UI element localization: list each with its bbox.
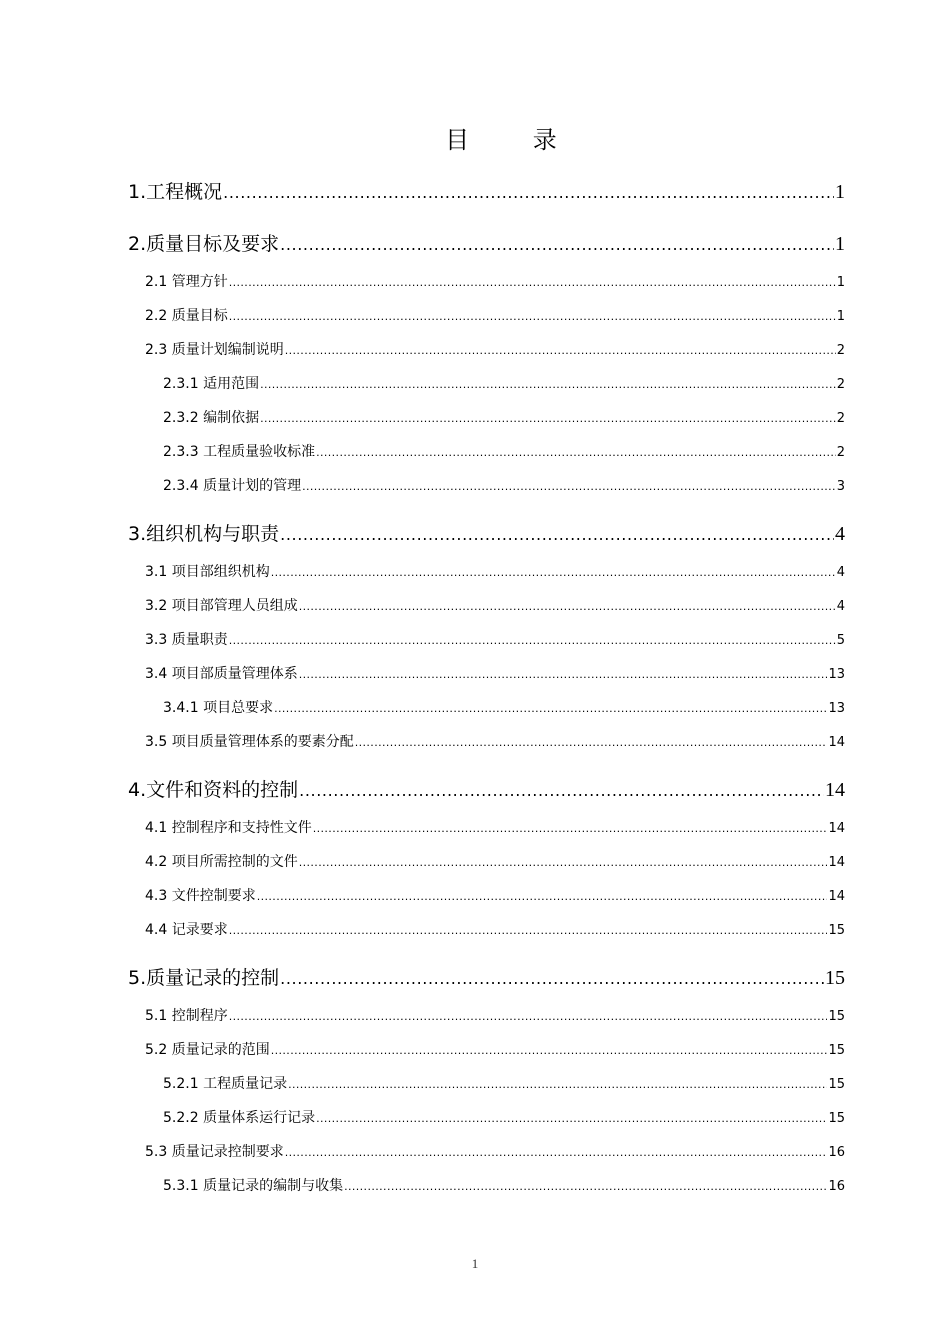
toc-entry-label: 2.3.4 质量计划的管理 [163,478,302,494]
toc-entry-page: 16 [828,1179,845,1194]
toc-entry[interactable] [145,562,845,582]
toc-entry-page: 15 [828,1009,845,1024]
toc-entry-page: 4 [836,599,845,614]
toc-entry-page: 4 [836,565,845,580]
toc-entry[interactable] [128,777,845,803]
toc-entry-page: 14 [825,779,845,801]
toc-entry[interactable] [145,340,845,360]
toc-leader-dots [271,563,836,583]
toc-entry-page: 4 [835,523,845,545]
toc-entry-page: 1 [835,233,845,255]
toc-leader-dots [302,477,836,497]
toc-entry-label: 3.4.1 项目总要求 [163,700,274,716]
toc-entry-label: 5.2.2 质量体系运行记录 [163,1110,316,1126]
toc-entry-label: 3.组织机构与职责 [128,523,280,545]
toc-entry-label: 1.工程概况 [128,181,223,203]
toc-entry[interactable] [163,1176,845,1196]
toc-entry[interactable] [128,965,845,991]
toc-entry-page: 1 [836,275,845,290]
toc-leader-dots [299,597,836,617]
toc-entry[interactable] [145,664,845,684]
toc-entry-label: 3.5 项目质量管理体系的要素分配 [145,734,354,750]
toc-entry-label: 4.1 控制程序和支持性文件 [145,820,312,836]
toc-entry-page: 1 [835,181,845,203]
toc-entry-label: 4.4 记录要求 [145,922,228,938]
toc-entry-page: 14 [828,855,845,870]
toc-entry-label: 2.2 质量目标 [145,308,228,324]
toc-leader-dots [229,273,836,293]
toc-entry[interactable] [145,1142,845,1162]
toc-entry-label: 3.4 项目部质量管理体系 [145,666,298,682]
toc-entry[interactable] [145,852,845,872]
toc-entry[interactable] [145,272,845,292]
toc-leader-dots [257,887,828,907]
toc-leader-dots [260,409,836,429]
toc-leader-dots [280,232,834,258]
toc-leader-dots [223,180,834,206]
toc-entry-page: 15 [825,967,845,989]
toc-leader-dots [288,1075,827,1095]
toc-entry[interactable] [163,1074,845,1094]
toc-entry[interactable] [163,1108,845,1128]
toc-entry-label: 3.1 项目部组织机构 [145,564,270,580]
toc-entry-label: 2.3.1 适用范围 [163,376,260,392]
toc-entry[interactable] [145,1040,845,1060]
toc-leader-dots [355,733,828,753]
toc-entry-page: 16 [828,1145,845,1160]
toc-leader-dots [271,1041,828,1061]
toc-entry-page: 1 [836,309,845,324]
toc-leader-dots [344,1177,827,1197]
toc-entry-page: 15 [828,1043,845,1058]
toc-entry[interactable] [128,521,845,547]
toc-entry-label: 4.2 项目所需控制的文件 [145,854,298,870]
toc-entry-page: 5 [836,633,845,648]
toc-entry-label: 5.2.1 工程质量记录 [163,1076,288,1092]
toc-entry[interactable] [128,179,845,205]
toc-entry-label: 2.3.3 工程质量验收标准 [163,444,316,460]
toc-entry[interactable] [163,476,845,496]
toc-leader-dots [299,665,828,685]
toc-entry[interactable] [145,1006,845,1026]
toc-entry[interactable] [145,306,845,326]
toc-entry-page: 2 [836,377,845,392]
toc-entry-label: 3.2 项目部管理人员组成 [145,598,298,614]
toc-leader-dots [229,1007,828,1027]
toc-entry-page: 15 [828,923,845,938]
toc-entry[interactable] [145,732,845,752]
toc-entry-label: 5.1 控制程序 [145,1008,228,1024]
toc-entry-label: 3.3 质量职责 [145,632,228,648]
toc-entry-page: 14 [828,889,845,904]
toc-entry-page: 15 [828,1077,845,1092]
toc-entry-page: 2 [836,343,845,358]
toc-leader-dots [285,1143,828,1163]
toc-entry[interactable] [145,886,845,906]
toc-entry[interactable] [163,698,845,718]
toc-leader-dots [229,921,828,941]
toc-leader-dots [316,443,836,463]
toc-leader-dots [299,778,824,804]
toc-entry[interactable] [163,408,845,428]
toc-entry-label: 4.3 文件控制要求 [145,888,256,904]
toc-leader-dots [260,375,836,395]
toc-leader-dots [299,853,828,873]
toc-leader-dots [280,522,834,548]
toc-leader-dots [274,699,827,719]
toc-entry-page: 13 [828,667,845,682]
toc-entry-page: 13 [828,701,845,716]
toc-entry-label: 2.3 质量计划编制说明 [145,342,284,358]
toc-entry-label: 5.2 质量记录的范围 [145,1042,270,1058]
page-number: 1 [471,1256,479,1271]
toc-entry[interactable] [163,442,845,462]
toc-entry[interactable] [163,374,845,394]
toc-entry-label: 2.质量目标及要求 [128,233,280,255]
toc-leader-dots [316,1109,827,1129]
toc-leader-dots [285,341,836,361]
toc-entry-label: 2.3.2 编制依据 [163,410,260,426]
toc-entry-page: 15 [828,1111,845,1126]
toc-entry-page: 14 [828,821,845,836]
toc-entry-page: 2 [836,445,845,460]
toc-entry-label: 5.质量记录的控制 [128,967,280,989]
toc-entry[interactable] [145,920,845,940]
toc-entry[interactable] [145,818,845,838]
toc-entry-page: 3 [836,479,845,494]
toc-leader-dots [229,307,836,327]
toc-entry[interactable] [145,596,845,616]
toc-entry-page: 2 [836,411,845,426]
toc-entry[interactable] [145,630,845,650]
toc-entry-label: 5.3 质量记录控制要求 [145,1144,284,1160]
toc-title: 目 录 [445,126,585,154]
toc-entry[interactable] [128,231,845,257]
toc-entry-label: 4.文件和资料的控制 [128,779,299,801]
toc-entry-label: 5.3.1 质量记录的编制与收集 [163,1178,344,1194]
toc-leader-dots [280,966,824,992]
toc-leader-dots [229,631,836,651]
toc-entry-label: 2.1 管理方针 [145,274,228,290]
toc-entry-page: 14 [828,735,845,750]
toc-leader-dots [313,819,828,839]
